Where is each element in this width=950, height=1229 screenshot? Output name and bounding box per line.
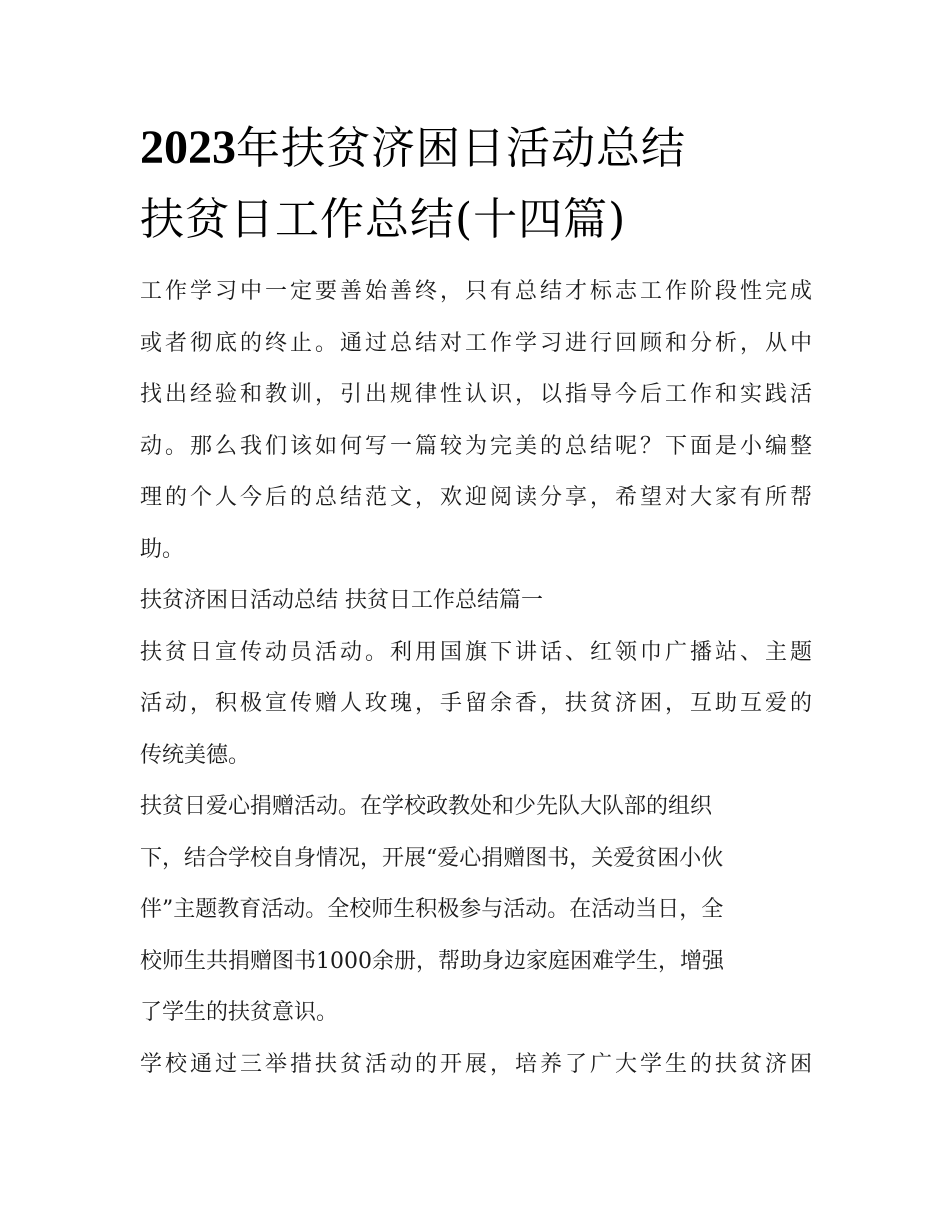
title-text-1: 年扶贫济困日活动总结 xyxy=(236,123,686,174)
body-line: 伴”主题教育活动。全校师生积极参与活动。在活动当日，全 xyxy=(140,897,724,922)
body-line: 下，结合学校自身情况，开展“爱心捐赠图书，关爱贫困小伙 xyxy=(140,845,724,871)
body-line: 传统美德。 xyxy=(140,742,251,768)
body-line: 助。 xyxy=(140,536,185,562)
body-line: 活动，积极宣传赠人玫瑰，手留余香，扶贫济困，互助互爱的 xyxy=(140,691,812,716)
document-title-line-2: 扶贫日工作总结(十四篇) xyxy=(140,194,627,245)
document-body xyxy=(140,266,812,1090)
body-line: 或者彻底的终止。通过总结对工作学习进行回顾和分析，从中 xyxy=(140,330,812,356)
body-line: 工作学习中一定要善始善终，只有总结才标志工作阶段性完成 xyxy=(140,279,812,304)
body-line: 校师生共捐赠图书1000余册，帮助身边家庭困难学生，增强 xyxy=(140,948,724,974)
document-page xyxy=(140,112,812,1090)
body-line: 找出经验和教训，引出规律性认识，以指导今后工作和实践活 xyxy=(140,382,812,407)
body-line: 理的个人今后的总结范文，欢迎阅读分享，希望对大家有所帮 xyxy=(140,485,812,510)
body-line: 动。那么我们该如何写一篇较为完美的总结呢？下面是小编整 xyxy=(140,433,812,459)
section-heading: 扶贫济困日活动总结 扶贫日工作总结篇一 xyxy=(140,588,543,613)
body-line: 学校通过三举措扶贫活动的开展，培养了广大学生的扶贫济困 xyxy=(140,1051,812,1077)
body-line: 扶贫日爱心捐赠活动。在学校政教处和少先队大队部的组织 xyxy=(140,794,713,819)
document-title-line-1 xyxy=(140,112,812,184)
title-year: 2023 xyxy=(140,121,236,174)
body-line: 了学生的扶贫意识。 xyxy=(140,1000,339,1025)
body-line: 扶贫日宣传动员活动。利用国旗下讲话、红领巾广播站、主题 xyxy=(140,639,812,665)
